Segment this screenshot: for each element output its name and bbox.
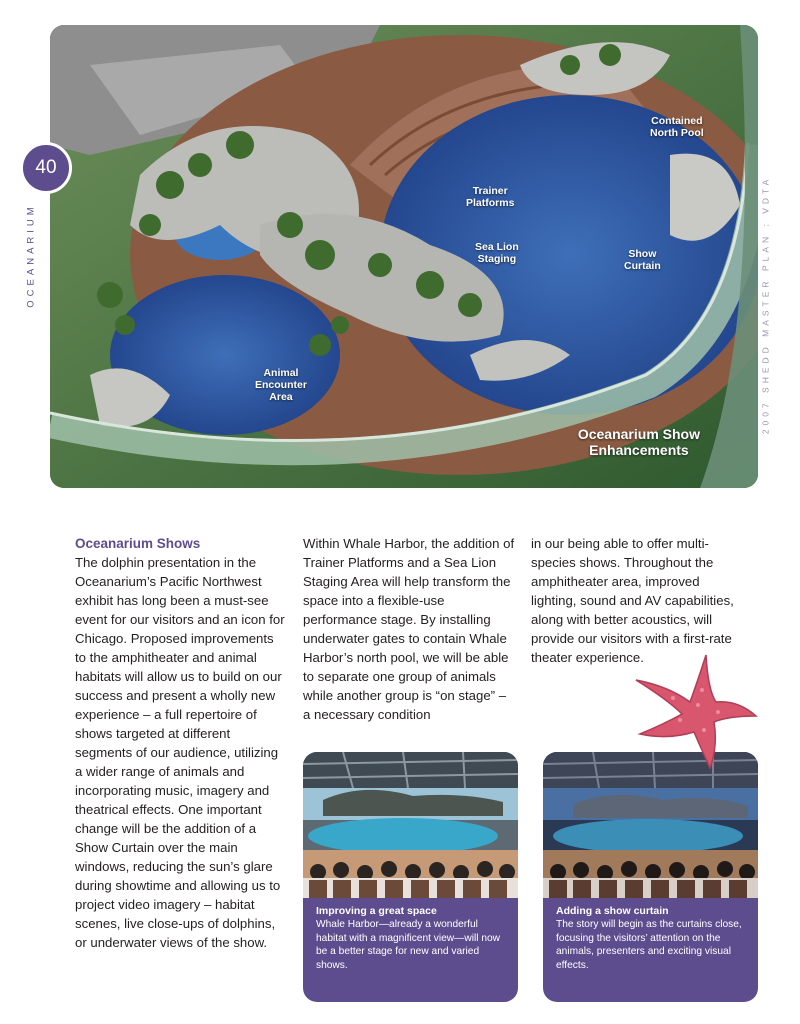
- callout-contained-north-pool: Contained North Pool: [650, 115, 704, 139]
- article-paragraph-2: Within Whale Harbor, the addition of Trainer Platforms and a Sea Lion Staging Area will help transform the space into a flexible-use performance stage. By installing underwater gates to contain Whale Harbor’s north pool, we will be able to separate one group of animals while another group is “on stage” – a necessary condition: [303, 536, 515, 722]
- hero-rendering: [50, 25, 758, 488]
- photo-card-improving: [303, 752, 518, 1002]
- callout-trainer-platforms: Trainer Platforms: [466, 185, 515, 209]
- running-footer-vertical: [700, 140, 800, 470]
- article-paragraph-1: The dolphin presentation in the Oceanarium’s Pacific Northwest exhibit has long been a must-see event for our visitors and an icon for Chicago. Proposed improvements to the amphitheater and animal habitats will allow us to build on our success and present a wholly new experience – a full repertoire of shows targeted at different segments of our audience, utilizing a wider range of animals and incorporating music, imagery and theatrical effects. One important change will be the addition of a Show Curtain over the main windows, reducing the sun’s glare during showtime and allowing us to project video imagery – habitat scenes, live close-ups of dolphins, or underwater views of the show.: [75, 555, 285, 950]
- card-title: Improving a great space: [316, 905, 437, 917]
- starfish-illustration: [628, 650, 758, 770]
- article-heading: Oceanarium Shows: [75, 536, 201, 551]
- card-body: Whale Harbor—already a wonderful habitat with a magnificent view—will now be a better stage for new and varied shows.: [316, 919, 501, 971]
- article-paragraph-3: in our being able to offer multi-species shows. Throughout the amphitheater area, improved lighting, sound and AV capabilities, along with better acoustics, will provide our visitors with a first-rate theater experience.: [531, 536, 734, 665]
- photo-whale-harbor-audience: [303, 752, 518, 898]
- article-column-3: [531, 534, 743, 667]
- photo-show-curtain-audience: [543, 752, 758, 898]
- callout-show-curtain: Show Curtain: [624, 248, 661, 272]
- card-body: The story will begin as the curtains close, focusing the visitors’ attention on the animals, presenters and exciting visual effects.: [556, 919, 742, 971]
- hero-caption: Oceanarium Show Enhancements: [577, 426, 700, 458]
- section-label-vertical: [4, 190, 58, 320]
- article-column-2: [303, 534, 515, 724]
- page-number: 40: [20, 142, 72, 194]
- section-label: OCEANARIUM: [25, 202, 37, 308]
- card-title: Adding a show curtain: [556, 905, 669, 917]
- running-footer: 2007 SHEDD MASTER PLAN : VDTA: [760, 175, 770, 435]
- article-column-1: [75, 534, 287, 952]
- callout-sea-lion-staging: Sea Lion Staging: [475, 241, 519, 265]
- callout-animal-encounter-area: Animal Encounter Area: [255, 367, 307, 403]
- photo-card-show-curtain: [543, 752, 758, 1002]
